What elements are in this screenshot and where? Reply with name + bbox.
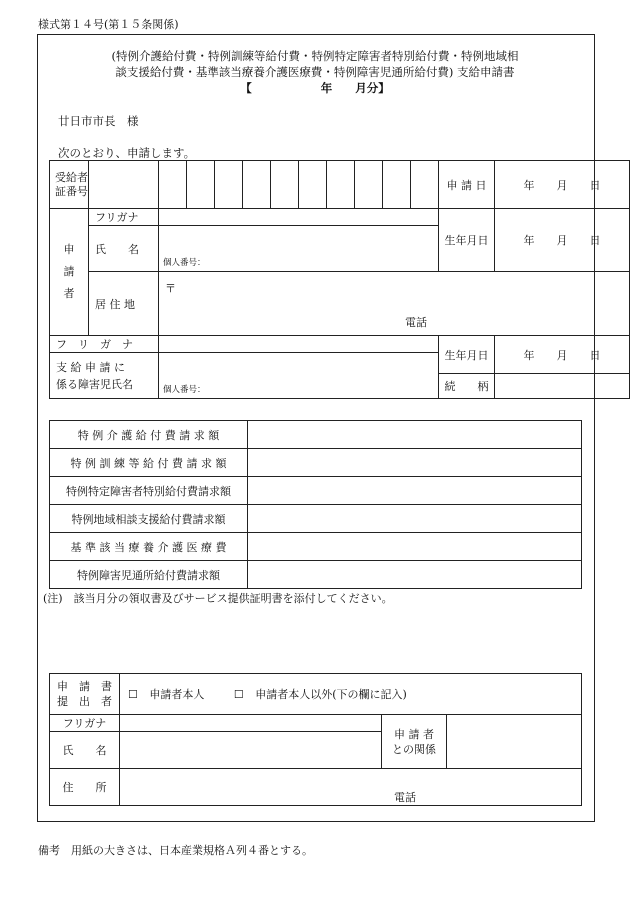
claim-amount-4[interactable]: [248, 505, 582, 533]
personal-number-label: 個人番号：: [163, 258, 206, 268]
claim-label-1: 特 例 介 護 給 付 費 請 求 額: [50, 421, 248, 449]
submitter-table: [49, 673, 582, 806]
submitter-relation-label: 申 請 者 との関係: [382, 715, 447, 769]
cert-digit-5[interactable]: [243, 161, 271, 209]
child-name-input[interactable]: [159, 353, 439, 399]
submitter-furigana-input[interactable]: [120, 715, 382, 732]
birth-date-field[interactable]: 年 月 日: [495, 209, 630, 272]
submitter-name-label: 氏 名: [50, 732, 120, 769]
furigana-label: フリガナ: [89, 209, 159, 226]
child-furigana-input[interactable]: [159, 336, 439, 353]
cert-digit-3[interactable]: [187, 161, 215, 209]
cert-digit-6[interactable]: [271, 161, 299, 209]
applicant-table: [49, 160, 630, 399]
claim-label-3: 特例特定障害者特別給付費請求額: [50, 477, 248, 505]
claim-label-4: 特例地域相談支援給付費請求額: [50, 505, 248, 533]
applicant-section-label: 申請者: [50, 209, 89, 336]
attachment-note: (注) 該当月分の領収書及びサービス提供証明書を添付してください。: [43, 592, 393, 605]
submitter-address-label: 住 所: [50, 769, 120, 806]
name-input[interactable]: [159, 226, 439, 272]
submitter-name-input[interactable]: [120, 732, 382, 769]
footer-note: 備考 用紙の大きさは、日本産業規格Ａ列４番とする。: [38, 844, 313, 857]
option-other-label: 申請者本人以外(下の欄に記入): [255, 688, 407, 701]
cert-digit-2[interactable]: [159, 161, 187, 209]
claim-amount-5[interactable]: [248, 533, 582, 561]
apply-date-field[interactable]: 年 月 日: [495, 161, 630, 209]
addressee: 廿日市市長 様: [58, 114, 139, 128]
cert-digit-1[interactable]: [89, 161, 159, 209]
checkbox-other[interactable]: ☐: [233, 688, 244, 701]
title-line-1: (特例介護給付費・特例訓練等給付費・特例特定障害者特別給付費・特例地域相: [111, 49, 519, 63]
claim-label-6: 特例障害児通所給付費請求額: [50, 561, 248, 589]
cert-digit-10[interactable]: [383, 161, 411, 209]
postal-mark: 〒: [165, 282, 176, 295]
cert-digit-11[interactable]: [411, 161, 439, 209]
submitter-address-input[interactable]: [120, 769, 582, 806]
child-name-label: 支 給 申 請 に 係る障害児氏名: [50, 353, 159, 399]
child-furigana-label: フ リ ガ ナ: [50, 336, 159, 353]
cert-digit-7[interactable]: [299, 161, 327, 209]
apply-date-label: 申 請 日: [439, 161, 495, 209]
address-label: 居 住 地: [89, 272, 159, 336]
claim-label-2: 特 例 訓 練 等 給 付 費 請 求 額: [50, 449, 248, 477]
submitter-options: [120, 674, 582, 715]
intro-text: 次のとおり、申請します。: [58, 146, 196, 160]
claim-amount-6[interactable]: [248, 561, 582, 589]
birth-date-label: 生年月日: [439, 209, 495, 272]
form-title: [37, 48, 593, 96]
relation-input[interactable]: [495, 374, 630, 399]
child-birth-field[interactable]: 年 月 日: [495, 336, 630, 374]
name-label: 氏 名: [89, 226, 159, 272]
furigana-input[interactable]: [159, 209, 439, 226]
claim-amount-3[interactable]: [248, 477, 582, 505]
form-number: 様式第１４号(第１５条関係): [38, 18, 179, 31]
claims-table: [49, 420, 582, 589]
cert-digit-4[interactable]: [215, 161, 243, 209]
submitter-label: 申 請 書 提 出 者: [50, 674, 120, 715]
address-input[interactable]: [159, 272, 630, 336]
submitter-phone-label: 電話: [394, 791, 416, 804]
title-line-3: 【 年 月分】: [240, 81, 390, 95]
submitter-furigana-label: フリガナ: [50, 715, 120, 732]
claim-amount-1[interactable]: [248, 421, 582, 449]
checkbox-self[interactable]: ☐: [128, 688, 138, 701]
claim-label-5: 基 準 該 当 療 養 介 護 医 療 費: [50, 533, 248, 561]
cert-digit-9[interactable]: [355, 161, 383, 209]
phone-label: 電話: [405, 316, 427, 329]
title-line-2: 談支援給付費・基準該当療養介護医療費・特例障害児通所給付費) 支給申請書: [115, 65, 515, 79]
child-personal-number-label: 個人番号：: [163, 385, 206, 395]
option-self-label: 申請者本人: [149, 688, 205, 701]
relation-label: 続 柄: [439, 374, 495, 399]
submitter-relation-input[interactable]: [447, 715, 582, 769]
claim-amount-2[interactable]: [248, 449, 582, 477]
cert-number-label: 受給者証番号: [50, 161, 89, 209]
cert-digit-8[interactable]: [327, 161, 355, 209]
child-birth-label: 生年月日: [439, 336, 495, 374]
